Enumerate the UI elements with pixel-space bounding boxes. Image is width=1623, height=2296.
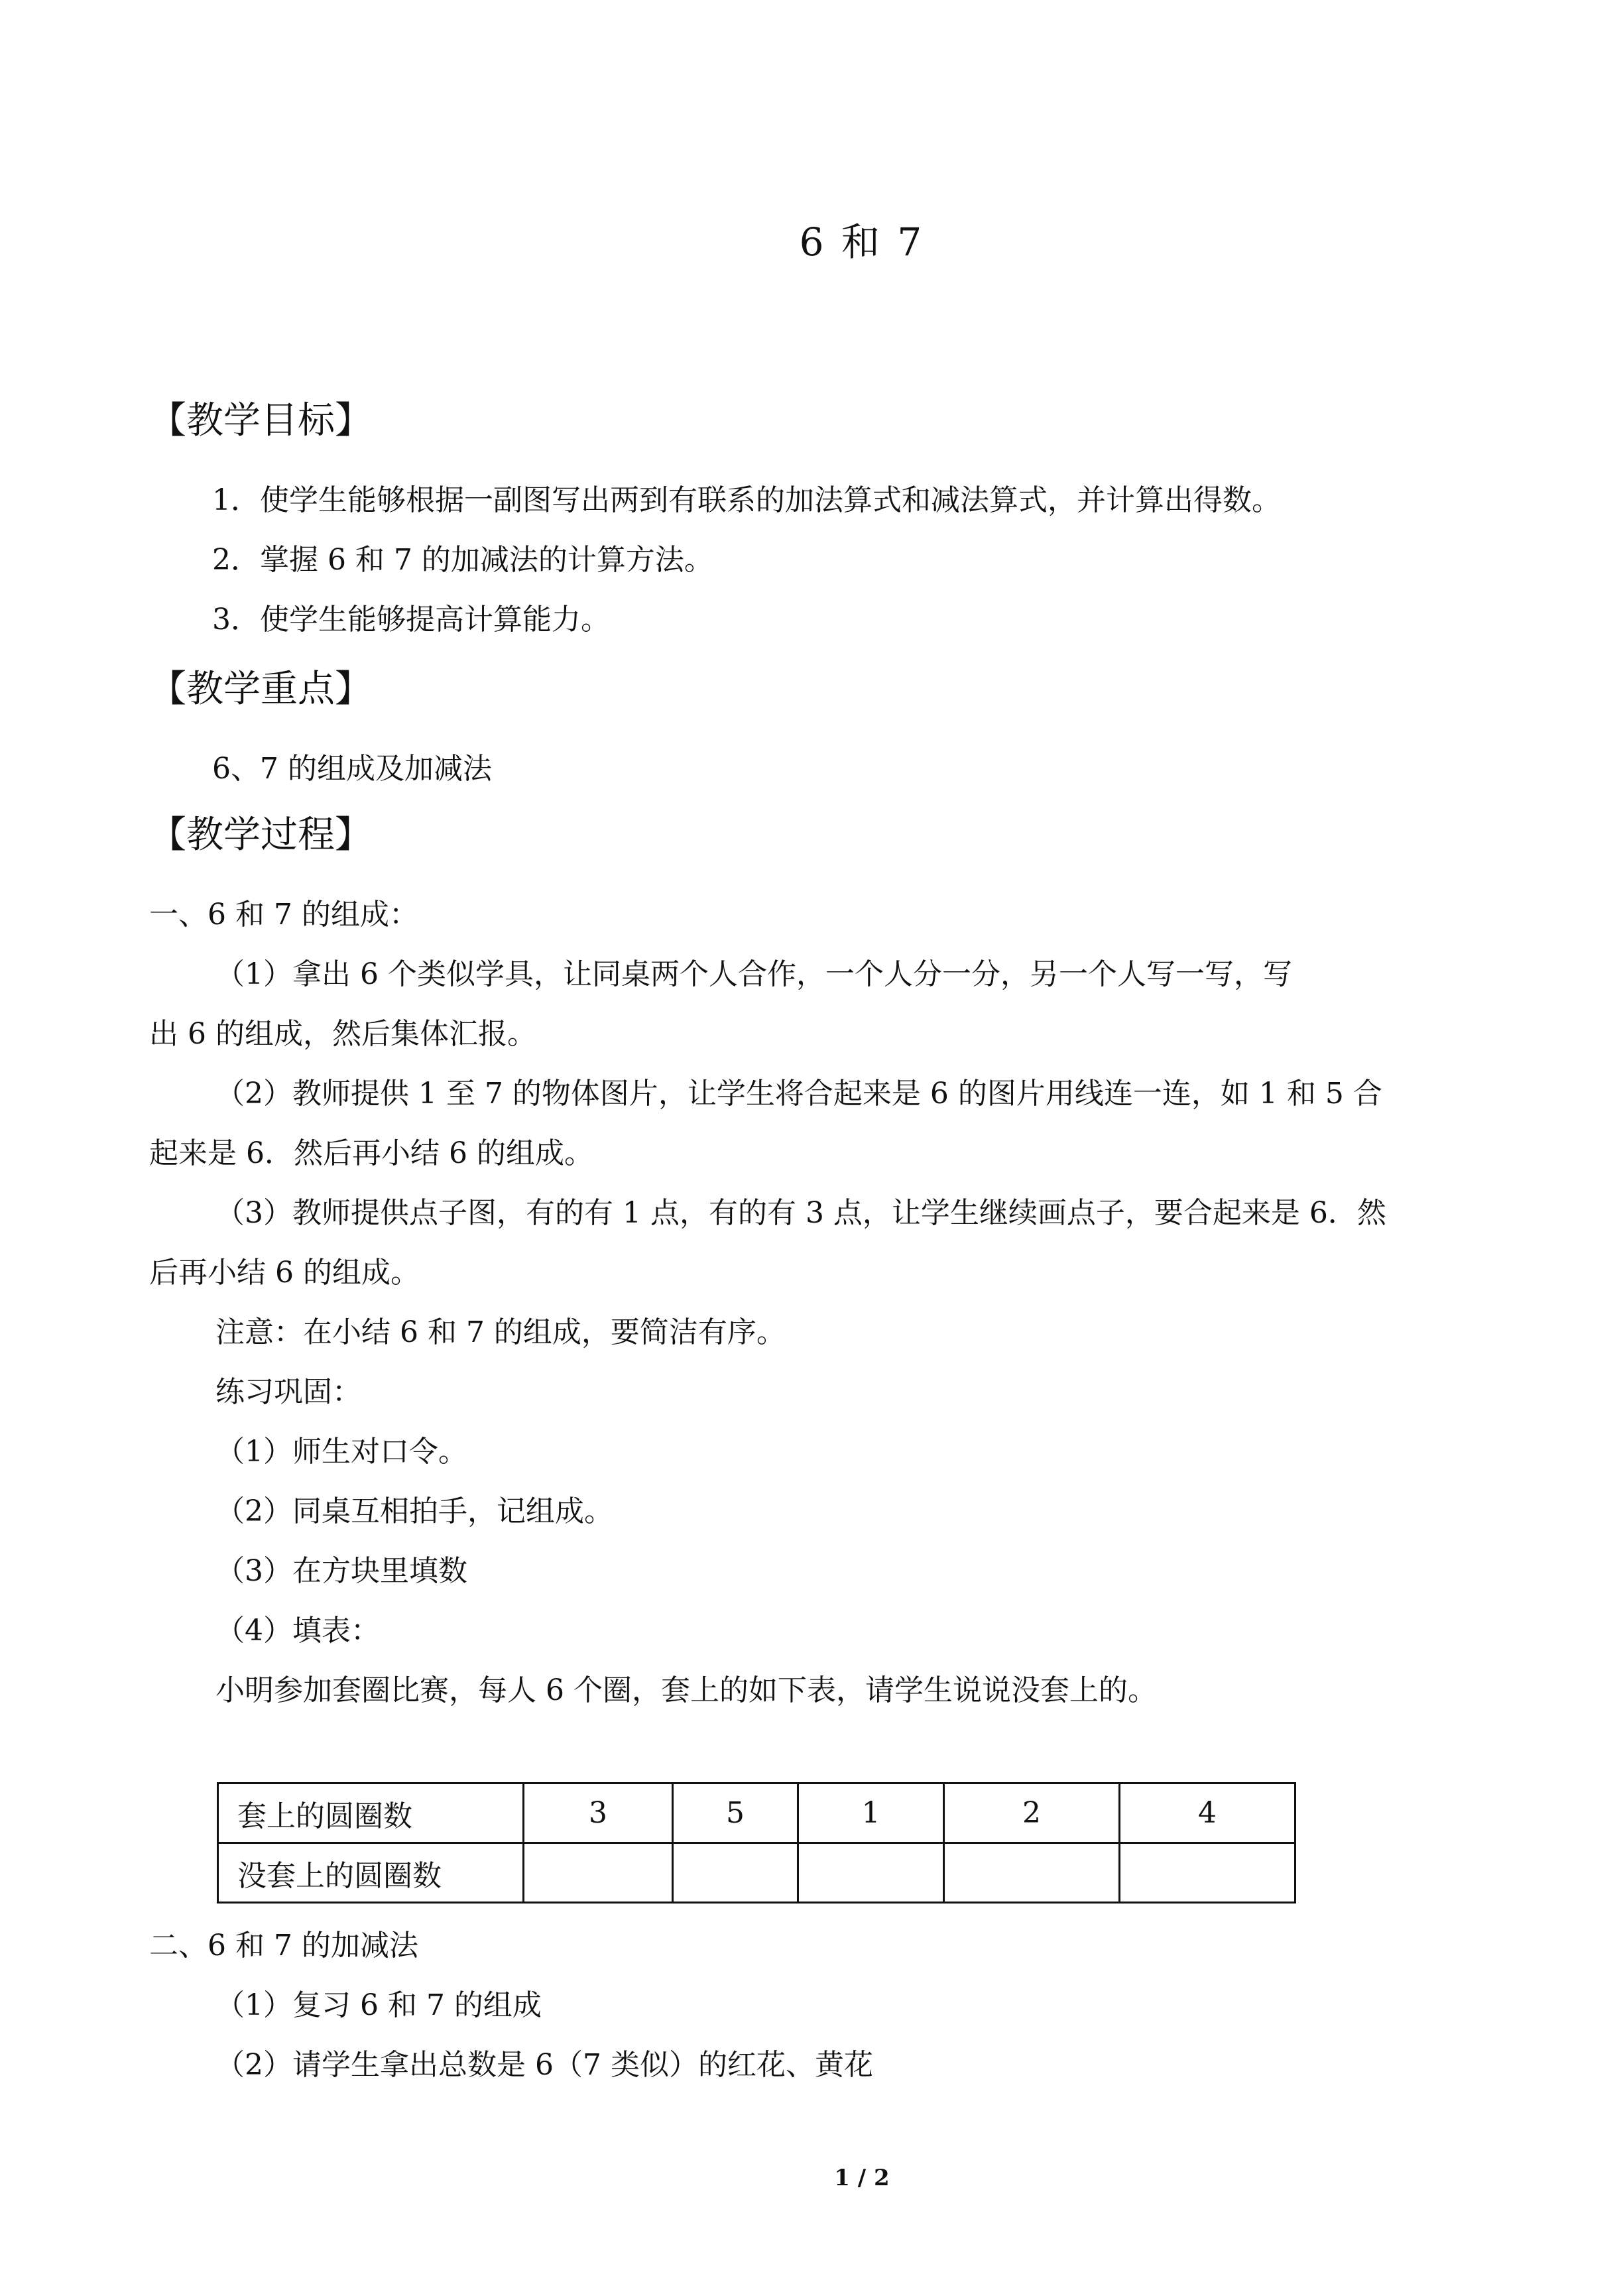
practice-heading: 练习巩固： <box>215 1375 361 1409</box>
part2-item-2: （2）请学生拿出总数是 6（7 类似）的红花、黄花 <box>215 2048 873 2082</box>
part1-p3-line1: （3）教师提供点子图，有的有 1 点，有的有 3 点，让学生继续画点子，要合起来是 6．然 <box>215 1196 1386 1230</box>
goal-item-2: 2．掌握 6 和 7 的加减法的计算方法。 <box>212 543 713 577</box>
part2-item-1: （1）复习 6 和 7 的组成 <box>215 1988 542 2022</box>
practice-item-2: （2）同桌互相拍手，记组成。 <box>215 1494 613 1528</box>
process-heading: 【教学过程】 <box>149 814 372 857</box>
part1-p3-line2: 后再小结 6 的组成。 <box>149 1256 420 1290</box>
table-row <box>218 1843 1295 1903</box>
page-indicator: 1 / 2 <box>834 2165 890 2191</box>
row-label-missed: 没套上的圆圈数 <box>218 1843 524 1903</box>
part1-p1-line2: 出 6 的组成，然后集体汇报。 <box>149 1017 536 1051</box>
page-title: 6 和 7 <box>799 219 925 265</box>
table-cell-empty <box>1120 1843 1295 1903</box>
table-cell: 2 <box>944 1783 1120 1843</box>
table-cell: 4 <box>1120 1783 1295 1843</box>
table-cell: 5 <box>673 1783 798 1843</box>
goal-item-3: 3．使学生能够提高计算能力。 <box>212 603 610 636</box>
ring-toss-table <box>217 1782 1296 1903</box>
part1-p1-line1: （1）拿出 6 个类似学具，让同桌两个人合作，一个人分一分，另一个人写一写，写 <box>215 957 1292 991</box>
table-cell-empty <box>798 1843 944 1903</box>
table-row <box>218 1783 1295 1843</box>
part1-heading: 一、6 和 7 的组成： <box>149 898 418 932</box>
part1-p2-line2: 起来是 6．然后再小结 6 的组成。 <box>149 1136 593 1170</box>
table-cell-empty <box>673 1843 798 1903</box>
table-intro: 小明参加套圈比赛，每人 6 个圈，套上的如下表，请学生说说没套上的。 <box>215 1673 1157 1707</box>
table-cell: 3 <box>524 1783 673 1843</box>
goals-heading: 【教学目标】 <box>149 399 372 442</box>
goal-item-1: 1．使学生能够根据一副图写出两到有联系的加法算式和减法算式，并计算出得数。 <box>212 483 1281 517</box>
table-cell-empty <box>944 1843 1120 1903</box>
practice-item-3: （3）在方块里填数 <box>215 1554 467 1588</box>
practice-item-1: （1）师生对口令。 <box>215 1435 467 1469</box>
row-label-thrown-on: 套上的圆圈数 <box>218 1783 524 1843</box>
focus-heading: 【教学重点】 <box>149 668 372 711</box>
part1-note: 注意：在小结 6 和 7 的组成，要简洁有序。 <box>215 1315 786 1349</box>
table-cell: 1 <box>798 1783 944 1843</box>
table-cell-empty <box>524 1843 673 1903</box>
practice-item-4: （4）填表： <box>215 1614 380 1648</box>
part2-heading: 二、6 和 7 的加减法 <box>149 1929 418 1963</box>
focus-text: 6、7 的组成及加减法 <box>212 752 492 786</box>
part1-p2-line1: （2）教师提供 1 至 7 的物体图片，让学生将合起来是 6 的图片用线连一连，如 1 和 5 合 <box>215 1077 1382 1111</box>
